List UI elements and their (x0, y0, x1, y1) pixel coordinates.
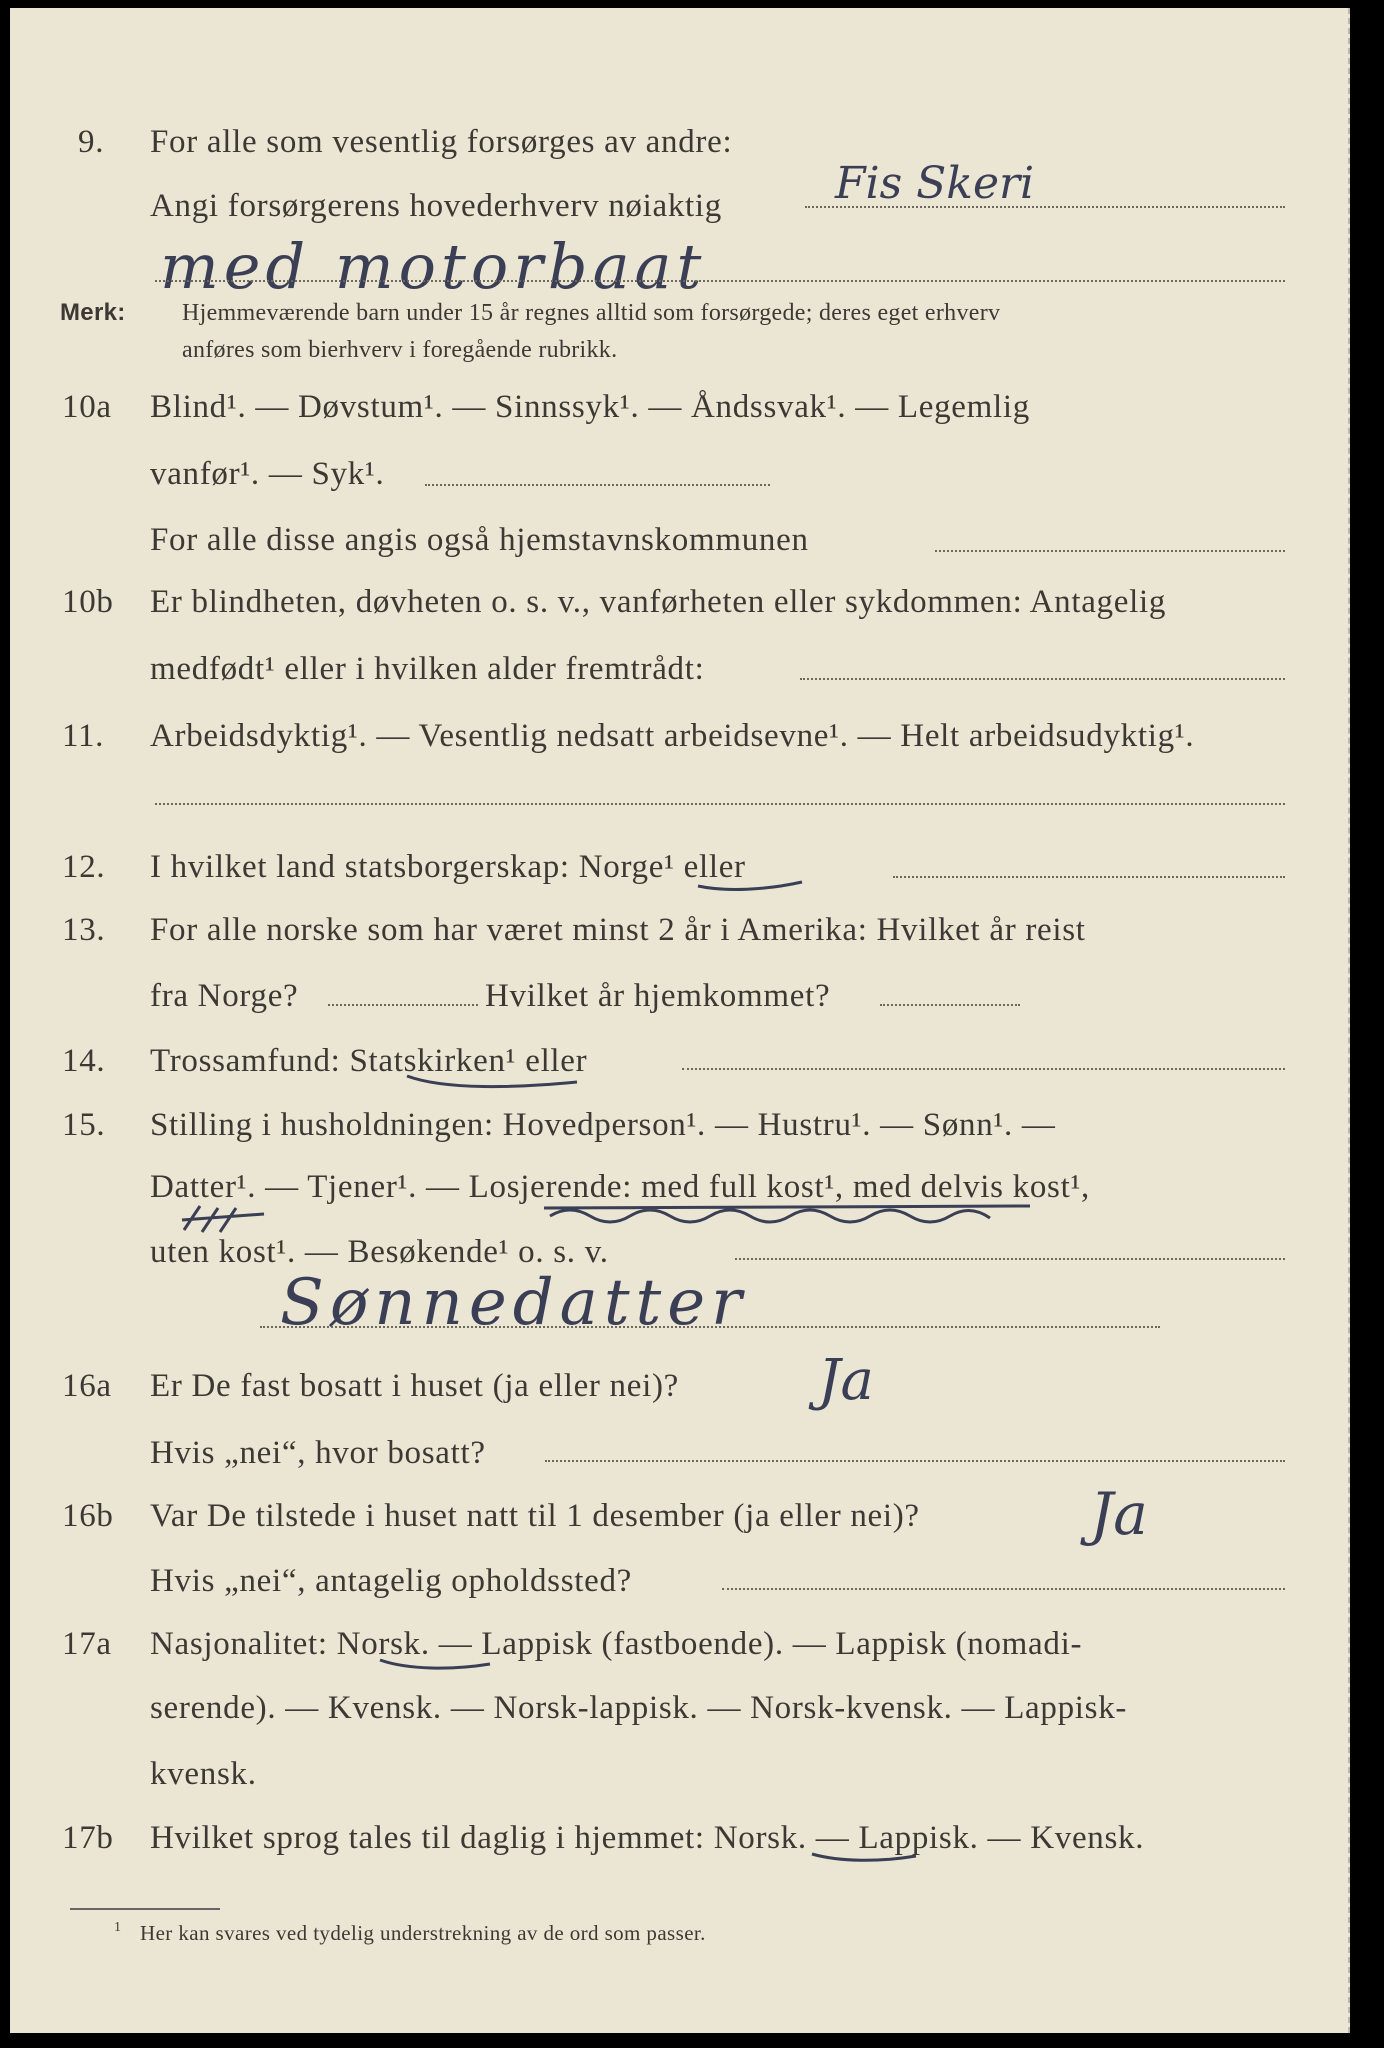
q17a-norsk-underline (378, 1652, 493, 1674)
q9-text-1: For alle som vesentlig forsørges av andre: (150, 124, 733, 160)
merk-text-2: anføres som bierhverv i foregående rubrikk. (182, 337, 618, 363)
q16b-handwritten-answer: Ja (1090, 1480, 1148, 1548)
q13-number: 13. (62, 912, 106, 948)
q12-norge-underline (696, 876, 806, 896)
q13-year-left-line (328, 1004, 478, 1006)
census-form-page (10, 8, 1350, 2033)
q16b-text-2: Hvis „nei“, antagelig opholdssted? (150, 1563, 633, 1599)
q13-text-2a: fra Norge? (150, 978, 299, 1014)
q10b-age-line (800, 678, 1285, 680)
footnote-mark: 1 (114, 1920, 122, 1935)
q16b-location-line (722, 1588, 1285, 1590)
q17a-text-3: kvensk. (150, 1756, 257, 1792)
q10a-number: 10a (62, 389, 112, 425)
footnote-text: Her kan svares ved tydelig understrekning av de ord som passer. (140, 1921, 706, 1945)
merk-text-1: Hjemmeværende barn under 15 år regnes alltid som forsørgede; deres eget erhverv (182, 300, 1001, 326)
q11-number: 11. (62, 718, 105, 754)
q15-text-3: uten kost¹. — Besøkende¹ o. s. v. (150, 1234, 609, 1270)
q16a-number: 16a (62, 1368, 112, 1404)
q13-text-2b: Hvilket år hjemkommet? (485, 978, 831, 1014)
q10a-sick-line (425, 484, 770, 486)
q17a-text-1: Nasjonalitet: Norsk. — Lappisk (fastboende). — Lappisk (nomadi- (150, 1626, 1083, 1662)
q9-number: 9. (78, 124, 105, 160)
q15-other-line (735, 1258, 1285, 1260)
q12-number: 12. (62, 849, 106, 885)
q16b-text-1: Var De tilstede i huset natt til 1 desember (ja eller nei)? (150, 1498, 920, 1534)
q16a-where-line (545, 1460, 1285, 1462)
q12-text: I hvilket land statsborgerskap: Norge¹ eller (150, 849, 746, 885)
q17b-number: 17b (62, 1820, 114, 1856)
q10a-text-3: For alle disse angis også hjemstavnskommunen (150, 522, 809, 558)
q17a-number: 17a (62, 1626, 112, 1662)
q17a-text-2: serende). — Kvensk. — Norsk-lappisk. — Norsk-kvensk. — Lappisk- (150, 1690, 1128, 1726)
q16a-handwritten-answer: Ja (818, 1348, 874, 1413)
q17b-norsk-underline (810, 1846, 920, 1868)
q16a-text-2: Hvis „nei“, hvor bosatt? (150, 1435, 486, 1471)
q15-answer-line (260, 1326, 1160, 1328)
footnote-rule (70, 1908, 220, 1910)
q14-number: 14. (62, 1043, 106, 1079)
q10a-text-2: vanfør¹. — Syk¹. (150, 456, 385, 492)
q10b-number: 10b (62, 584, 114, 620)
q14-text: Trossamfund: Statskirken¹ eller (150, 1043, 588, 1079)
q16b-number: 16b (62, 1498, 114, 1534)
q10b-text-2: medfødt¹ eller i hvilken alder fremtrådt: (150, 651, 705, 687)
q15-handwritten-answer: Sønnedatter (280, 1266, 748, 1340)
q13-text-1: For alle norske som har været minst 2 år i Amerika: Hvilket år reist (150, 912, 1086, 948)
q9-handwritten-answer: med motorbaat (160, 230, 707, 303)
q14-statskirken-underline (405, 1070, 580, 1094)
q12-other-country-line (893, 876, 1285, 878)
q10b-text-1: Er blindheten, døvheten o. s. v., vanførheten eller sykdommen: Antagelig (150, 584, 1167, 620)
q14-other-faith-line (682, 1068, 1285, 1070)
q11-text: Arbeidsdyktig¹. — Vesentlig nedsatt arbeidsevne¹. — Helt arbeidsudyktig¹. (150, 718, 1195, 754)
q9-handwritten-occupation: Fis Skeri (835, 158, 1035, 209)
q10a-text-1: Blind¹. — Døvstum¹. — Sinnssyk¹. — Åndssvak¹. — Legemlig (150, 389, 1030, 425)
q15-text-2: Datter¹. — Tjener¹. — Losjerende: med full kost¹, med delvis kost¹, (150, 1169, 1091, 1205)
q16a-text-1: Er De fast bosatt i huset (ja eller nei)? (150, 1368, 680, 1404)
q9-answer-line (155, 280, 1285, 282)
q17b-text: Hvilket sprog tales til daglig i hjemmet: Norsk. — Lappisk. — Kvensk. (150, 1820, 1145, 1856)
q13-year-returned-line (880, 1004, 1020, 1006)
q10a-municipality-line (935, 550, 1285, 552)
q15-losjerende-strikethrough (540, 1196, 1035, 1232)
q15-number: 15. (62, 1107, 106, 1143)
q11-answer-line (155, 803, 1285, 805)
merk-label: Merk: (60, 299, 126, 326)
q15-text-1: Stilling i husholdningen: Hovedperson¹. — Hustru¹. — Sønn¹. — (150, 1107, 1056, 1143)
q9-text-2: Angi forsørgerens hovederhverv nøiaktig (150, 188, 722, 224)
